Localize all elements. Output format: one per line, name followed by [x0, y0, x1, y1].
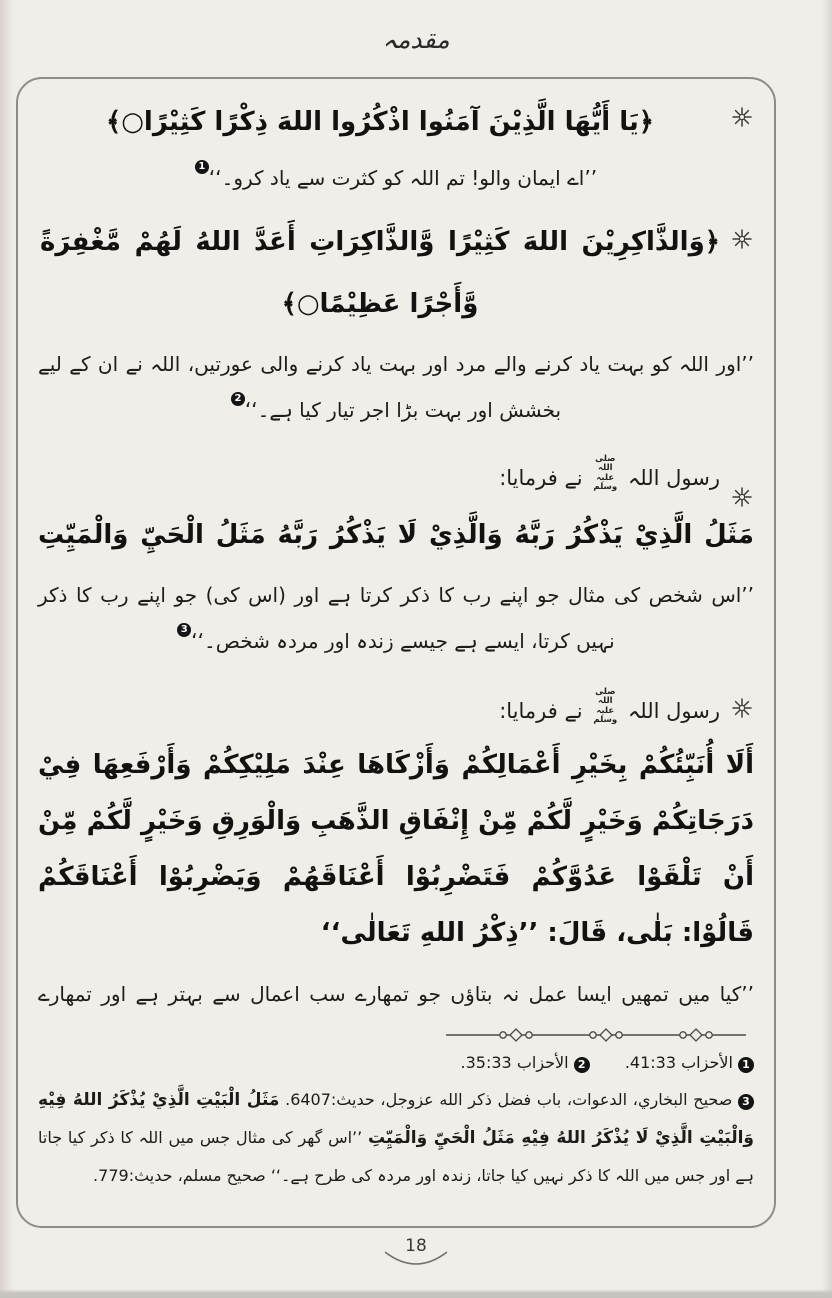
star-ornament-icon	[732, 698, 752, 718]
verse-1-section	[38, 91, 754, 153]
narration-prefix: رسول اللہ	[627, 699, 720, 724]
verse-2-arabic: ﴿وَالذَّاكِرِيْنَ اللهَ كَثِيْرًا وَّالذَّاكِرَاتِ أَعَدَّ اللهُ لَهُمْ مَّغْفِرَةً وَّأَجْرًا عَظِيْمًا○﴾	[40, 227, 720, 319]
footnote-3	[38, 1081, 754, 1195]
footnotes-block	[38, 1045, 754, 1195]
verse-2-section	[38, 211, 754, 335]
page-number: 18	[405, 1236, 427, 1256]
hadith-2-arabic: أَلَا أُنَبِّئُكُمْ بِخَيْرِ أَعْمَالِكُمْ وَأَزْكَاهَا عِنْدَ مَلِيْكِكُمْ وَأَرْفَعِهَا فِيْ دَرَجَاتِكُمْ وَخَيْرٍ لَّكُمْ مِّنْ إِنْفَاقِ الذَّهَبِ وَالْوَرِقِ وَخَيْرٍ لَّكُمْ مِّنْ أَنْ تَلْقَوْا عَدُوَّكُمْ فَتَضْرِبُوْا أَعْنَاقَهُمْ وَيَضْرِبُوْا أَعْنَاقَكُمْ قَالُوْا: بَلٰى، قَالَ: ’’ذِكْرُ اللهِ تَعَالٰى‘‘	[38, 750, 754, 949]
footnote-ref-1: 1	[195, 160, 209, 174]
hadith-1-translation-text: ’’اس شخص کی مثال جو اپنے رب کا ذکر کرتا ہے اور (اس کی) جو اپنے رب کا ذکر نہیں کرتا، ایسے ہے جیسے زندہ اور مردہ شخص۔‘‘	[38, 583, 754, 654]
footnote-2-text: الأحزاب 35:33.	[460, 1053, 569, 1073]
footnote-marker-2: 2	[574, 1057, 590, 1073]
narration-line	[40, 455, 720, 500]
footnote-ref-3: 3	[177, 623, 191, 637]
verse-1-translation-text: ’’اے ایمان والو! تم اللہ کو کثرت سے یاد کرو۔‘‘	[208, 166, 598, 190]
narration-1-section	[38, 455, 754, 500]
narration-line	[40, 688, 720, 733]
narration-suffix: نے فرمایا:	[499, 699, 583, 724]
honorific-symbol: صلی اللہ علیہ وسلم	[593, 454, 618, 493]
page-title: مقدمہ	[382, 25, 450, 54]
footnote-3-urdu: ’’اس گھر کی مثال جس میں اللہ کا ذکر کیا جاتا ہے اور جس میں اللہ کا ذکر نہیں کیا جاتا، زندہ اور مردہ کی طرح ہے۔‘‘	[38, 1128, 754, 1186]
verse-2-translation-text: ’’اور اللہ کو بہت یاد کرنے والے مرد اور بہت یاد کرنے والی عورتیں، اللہ نے ان کے لیے بخشش اور بہت بڑا اجر تیار کیا ہے۔‘‘	[38, 352, 754, 422]
footnote-marker-3: 3	[738, 1094, 754, 1110]
footnote-1	[625, 1053, 754, 1072]
footnote-line-quran-refs	[38, 1045, 754, 1081]
section-divider	[446, 1027, 746, 1043]
hadith-1-translation	[38, 572, 754, 664]
footnote-ref-2: 2	[231, 392, 245, 406]
verse-1-arabic: ﴿يَا أَيُّهَا الَّذِيْنَ آمَنُوا اذْكُرُوا اللهَ ذِكْرًا كَثِيْرًا○﴾	[106, 107, 654, 137]
footnote-3-hadith-arabic: مَثَلُ الْبَيْتِ الَّذِيْ يُذْكَرُ اللهُ فِيْهِ وَالْبَيْتِ الَّذِيْ لَا يُذْكَرُ اللهُ فِيْهِ مَثَلُ الْحَيِّ وَالْمَيِّتِ	[38, 1090, 755, 1149]
footnote-2	[461, 1053, 590, 1072]
content-frame	[16, 77, 776, 1228]
hadith-2-translation: ’’کیا میں تمھیں ایسا عمل نہ بتاؤں جو تمھارے سب اعمال سے بہتر ہے اور تمھارے	[38, 982, 754, 1007]
star-ornament-icon	[732, 107, 752, 127]
page-number-block	[0, 1236, 832, 1268]
narration-prefix: رسول اللہ	[627, 466, 720, 491]
narration-2-section	[38, 688, 754, 733]
narration-suffix: نے فرمایا:	[499, 466, 583, 491]
footnote-1-text: الأحزاب 41:33.	[624, 1053, 733, 1073]
footnote-3-citation: صحيح البخاري، الدعوات، باب فضل ذكر الله عزوجل، حديث:6407.	[285, 1090, 733, 1110]
star-ornament-icon	[732, 487, 752, 507]
hadith-1-arabic: مَثَلُ الَّذِيْ يَذْكُرُ رَبَّهُ وَالَّذِيْ لَا يَذْكُرُ رَبَّهُ مَثَلُ الْحَيِّ وَالْمَيِّتِ	[38, 520, 754, 551]
honorific-symbol: صلی اللہ علیہ وسلم	[593, 687, 618, 726]
footnote-marker-1: 1	[738, 1057, 754, 1073]
verse-1-translation	[38, 155, 754, 201]
footnote-3-source: صحيح مسلم، حديث:779.	[93, 1166, 266, 1186]
star-ornament-icon	[732, 229, 752, 249]
verse-2-translation	[38, 341, 754, 433]
